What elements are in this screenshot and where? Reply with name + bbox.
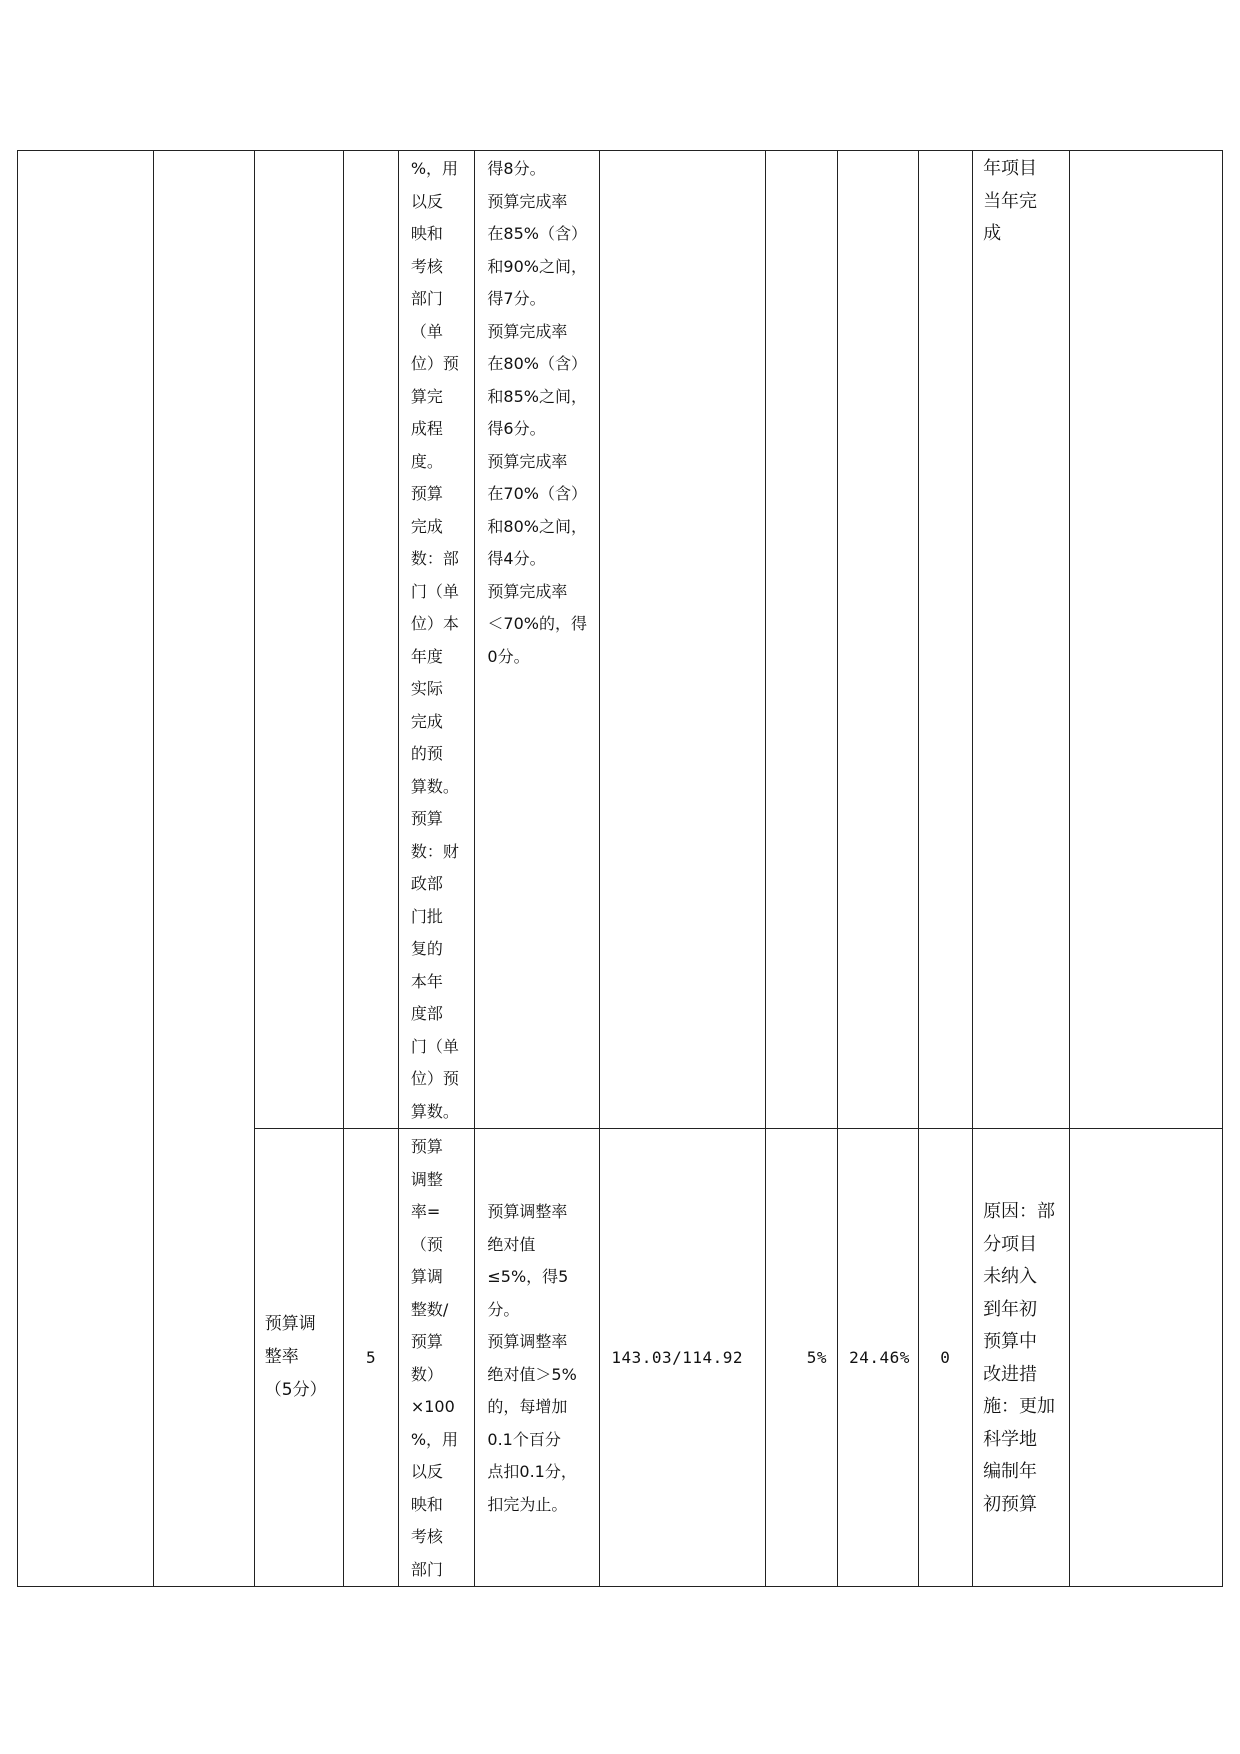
notes-text: 年项目 当年完 成 [983, 158, 1038, 244]
notes-cell [973, 151, 1070, 1129]
notes-text: 原因：部 分项目 未纳入 到年初 预算中 改进措 施：更加 科学地 编制年 初预算 [983, 1201, 1056, 1515]
weight-cell [344, 151, 398, 1129]
weight-cell [344, 1129, 398, 1587]
data-value: 143.03/114.92 [611, 1348, 744, 1367]
target-cell [765, 1129, 838, 1587]
category-cell-level2 [154, 151, 255, 1587]
criteria-cell [475, 151, 600, 1129]
extra-cell [1069, 151, 1222, 1129]
formula-text: 预算 调整 率= （预 算调 整数/ 预算 数） ×100 %，用 以反 映和 考核 部门 [410, 1137, 459, 1579]
category-cell-level1 [18, 151, 154, 1587]
criteria-cell [475, 1129, 600, 1587]
actual-cell [838, 1129, 919, 1587]
notes-cell [973, 1129, 1070, 1587]
criteria-text: 得8分。 预算完成率 在85%（含） 和90%之间， 得7分。 预算完成率 在80%（含） 和85%之间， 得6分。 预算完成率 在70%（含） 和80%之间， 得4分。 预算完成率 ＜70%的，得 0分。 [487, 159, 587, 666]
indicator-text: 预算调 整率 （5分） [264, 1314, 327, 1400]
formula-cell [398, 1129, 475, 1587]
score-cell [918, 1129, 972, 1587]
actual-value: 24.46% [849, 1348, 910, 1367]
data-cell [600, 151, 765, 1129]
data-cell [600, 1129, 765, 1587]
extra-cell [1069, 1129, 1222, 1587]
formula-text: %，用 以反 映和 考核 部门 （单 位）预 算完 成程 度。 预算 完成 数：部 门（单 位）本 年度 实际 完成 的预 算数。 预算 数：财 政部 门批 复的 本年 度部 门（单 位）预 算数。 [410, 159, 459, 1121]
actual-cell [838, 151, 919, 1129]
indicator-cell [254, 1129, 344, 1587]
evaluation-table [17, 150, 1223, 1587]
indicator-cell [254, 151, 344, 1129]
table-row-budget-completion [18, 151, 1223, 1129]
score-cell [918, 151, 972, 1129]
target-cell [765, 151, 838, 1129]
score-value: 0 [940, 1348, 951, 1367]
formula-cell [398, 151, 475, 1129]
target-value: 5% [806, 1348, 828, 1367]
weight-value: 5 [366, 1348, 377, 1367]
criteria-text: 预算调整率 绝对值 ≤5%，得5 分。 预算调整率 绝对值＞5% 的，每增加 0.1个百分 点扣0.1分， 扣完为止。 [487, 1202, 577, 1514]
